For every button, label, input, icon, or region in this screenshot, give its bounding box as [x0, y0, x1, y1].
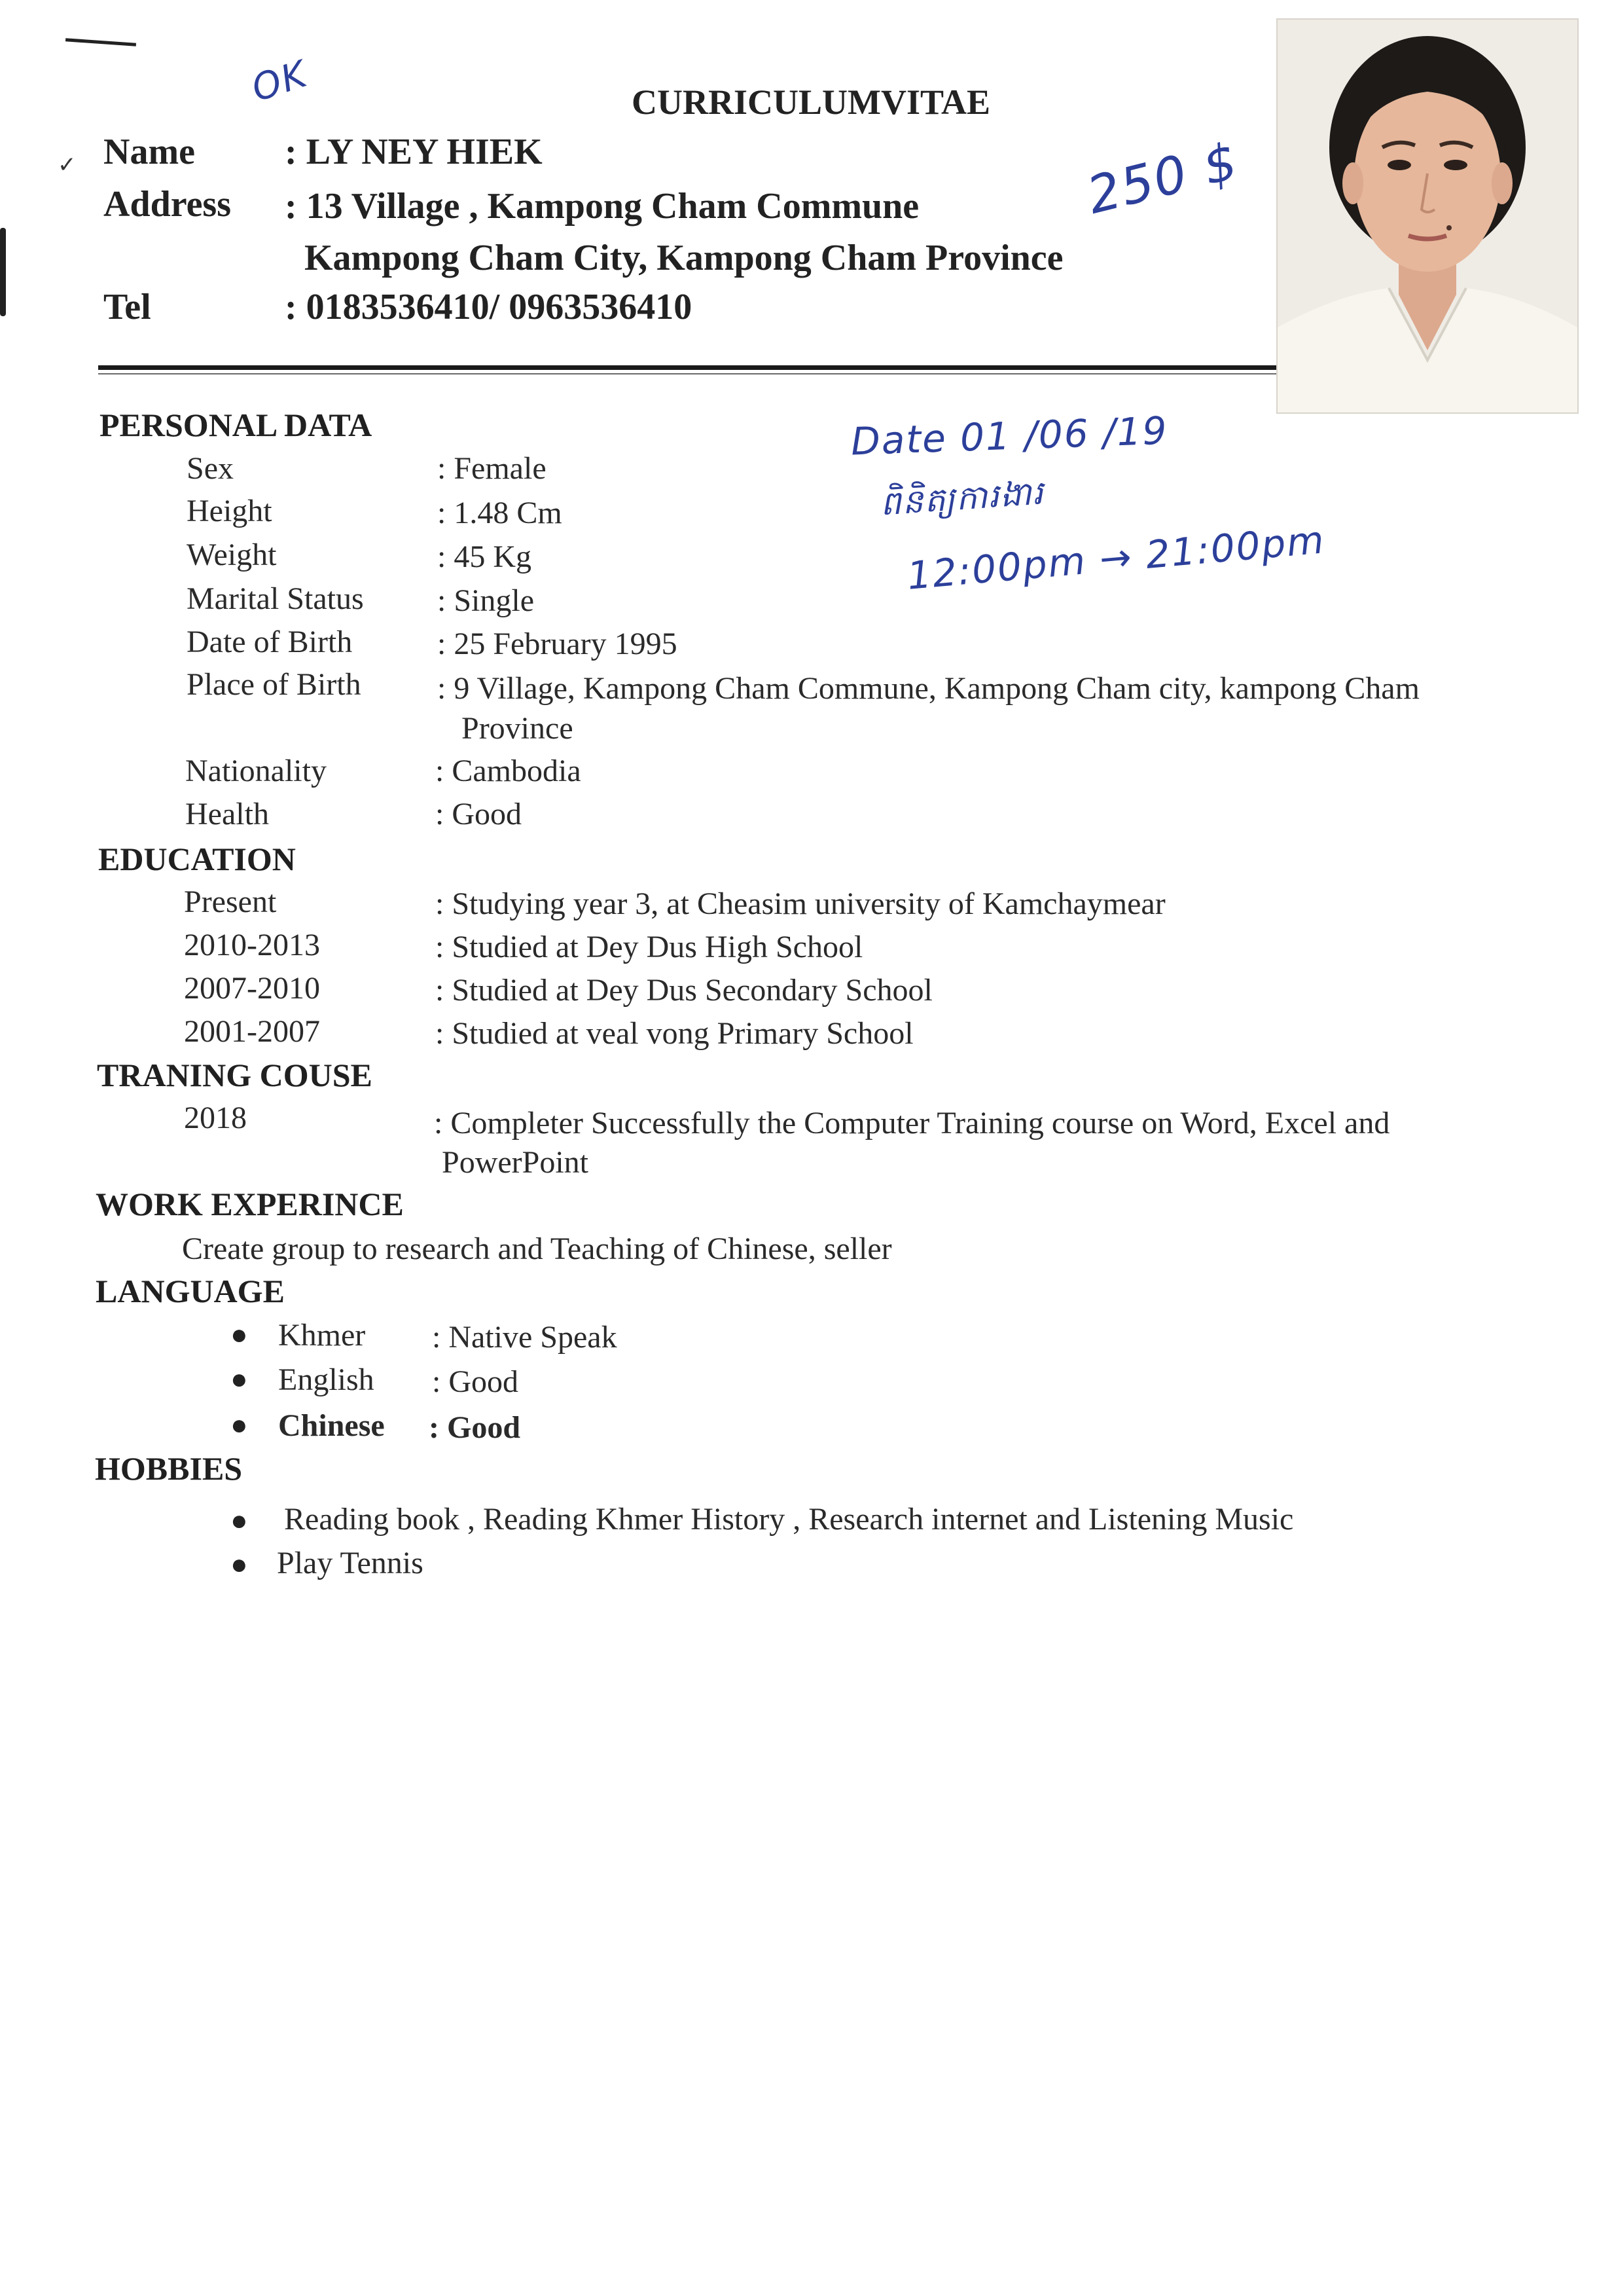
education-value-2010-2013: : Studied at Dey Dus High School [435, 930, 863, 964]
scan-mark-left [0, 228, 6, 316]
hobby-bullet-1: ● [230, 1504, 248, 1537]
personal-label-date-of-birth: Date of Birth [187, 625, 353, 659]
name-label: Name [103, 132, 195, 172]
language-bullet-khmer: ● [230, 1319, 248, 1351]
hobbies-heading: HOBBIES [95, 1450, 243, 1487]
personal-value-sex: : Female [437, 451, 547, 486]
personal-label-height: Height [187, 494, 272, 528]
language-level-khmer: : Native Speak [432, 1320, 617, 1355]
language-heading: LANGUAGE [96, 1273, 285, 1309]
education-label-2007-2010: 2007-2010 [184, 971, 320, 1006]
personal-value-place-of-birth: : 9 Village, Kampong Cham Commune, Kampong Cham city, kampong Cham [437, 671, 1420, 706]
personal-value-weight: : 45 Kg [437, 539, 531, 574]
personal-value-health: : Good [435, 797, 522, 831]
personal-data-heading: PERSONAL DATA [99, 407, 372, 443]
language-level-english: : Good [432, 1364, 518, 1399]
training-heading: TRANING COUSE [97, 1057, 372, 1093]
handwritten-khmer-note: ពិនិត្យការងារ [878, 473, 1046, 523]
personal-value-marital-status: : Single [437, 583, 535, 618]
personal-label-place-of-birth: Place of Birth [187, 667, 361, 702]
training-label-year: 2018 [184, 1101, 247, 1135]
training-value: : Completer Successfully the Computer Training course on Word, Excel and [434, 1106, 1390, 1140]
header-rule-thin [98, 373, 1276, 374]
language-bullet-english: ● [230, 1363, 248, 1395]
handwritten-date: Date 01 /06 /19 [850, 408, 1169, 464]
education-label-2010-2013: 2010-2013 [184, 928, 320, 962]
education-heading: EDUCATION [98, 841, 296, 877]
personal-value-height: : 1.48 Cm [437, 496, 562, 530]
personal-label-weight: Weight [187, 538, 277, 572]
handwritten-time: 12:00pm → 21:00pm [905, 517, 1327, 598]
education-value-2001-2007: : Studied at veal vong Primary School [435, 1016, 914, 1051]
address-line-2: Kampong Cham City, Kampong Cham Province [304, 238, 1064, 278]
work-experience-heading: WORK EXPERINCE [96, 1186, 404, 1222]
language-name-english: English [278, 1362, 374, 1397]
personal-value-nationality: : Cambodia [435, 754, 581, 788]
work-experience-text: Create group to research and Teaching of Chinese, seller [182, 1231, 892, 1266]
handwritten-ok: OK [247, 52, 313, 111]
personal-label-marital-status: Marital Status [187, 581, 364, 616]
address-label: Address [103, 184, 232, 225]
training-value-cont: PowerPoint [442, 1145, 589, 1180]
personal-label-health: Health [185, 797, 269, 831]
language-bullet-chinese: ● [230, 1409, 248, 1441]
scan-tick: ✓ [58, 152, 77, 178]
handwritten-amount: 250 $ [1081, 132, 1244, 226]
hobby-bullet-2: ● [230, 1548, 248, 1580]
scan-mark-top [65, 38, 136, 46]
cv-title: CURRICULUMVITAE [632, 82, 991, 122]
education-label-2001-2007: 2001-2007 [184, 1014, 320, 1049]
hobby-item-1: Reading book , Reading Khmer History , Research internet and Listening Music [284, 1502, 1294, 1537]
personal-value-place-of-birth-cont: Province [461, 711, 573, 746]
profile-photo [1276, 18, 1579, 414]
personal-label-sex: Sex [187, 451, 234, 486]
personal-value-date-of-birth: : 25 February 1995 [437, 627, 677, 661]
language-level-chinese: : Good [429, 1410, 521, 1445]
education-value-present: : Studying year 3, at Cheasim university of Kamchaymear [435, 886, 1166, 921]
tel-value: : 0183536410/ 0963536410 [285, 287, 692, 327]
personal-label-nationality: Nationality [185, 754, 327, 788]
language-name-chinese: Chinese [278, 1408, 385, 1443]
language-name-khmer: Khmer [278, 1318, 366, 1353]
hobby-item-2: Play Tennis [277, 1546, 423, 1580]
address-line-1: : 13 Village , Kampong Cham Commune [285, 186, 920, 227]
education-label-present: Present [184, 884, 277, 919]
name-value: : LY NEY HIEK [285, 132, 543, 172]
tel-label: Tel [103, 287, 151, 327]
education-value-2007-2010: : Studied at Dey Dus Secondary School [435, 973, 933, 1008]
header-rule [98, 365, 1276, 370]
